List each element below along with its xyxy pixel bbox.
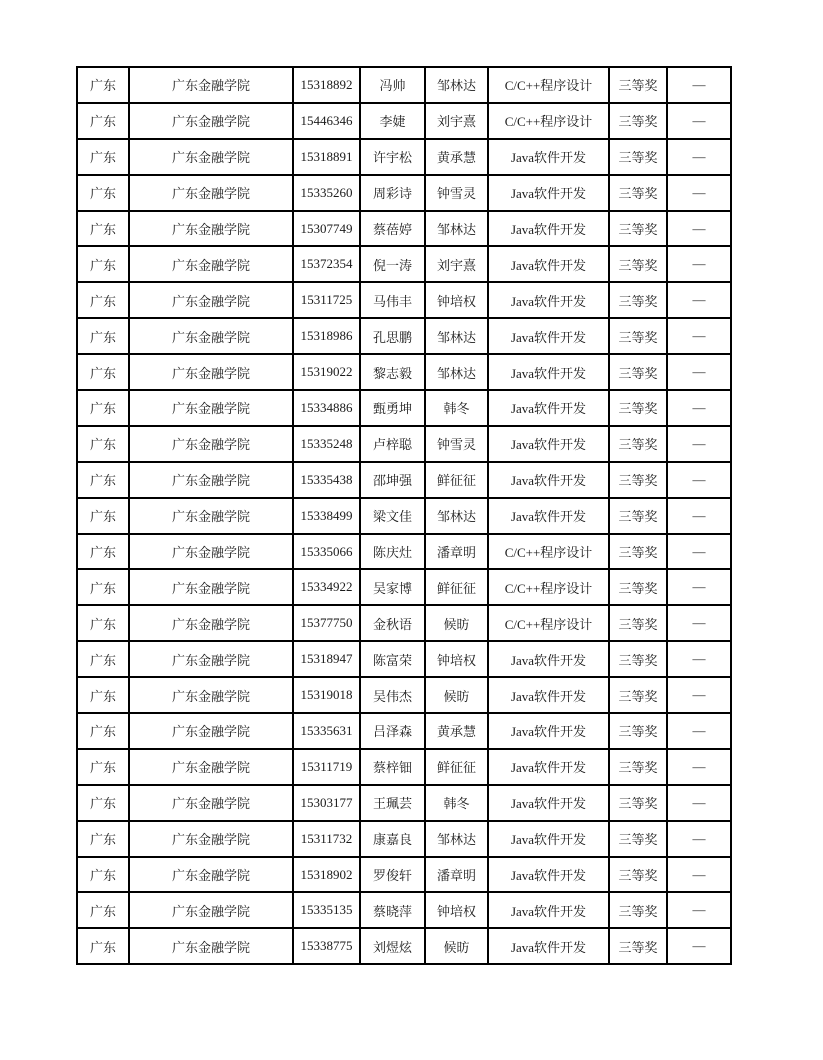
cell-award: 三等奖 bbox=[609, 175, 667, 211]
cell-school: 广东金融学院 bbox=[129, 318, 293, 354]
cell-award: 三等奖 bbox=[609, 246, 667, 282]
cell-student_id: 15318892 bbox=[293, 67, 360, 103]
cell-event: Java软件开发 bbox=[488, 641, 609, 677]
cell-school: 广东金融学院 bbox=[129, 641, 293, 677]
cell-province: 广东 bbox=[77, 641, 129, 677]
cell-award: 三等奖 bbox=[609, 282, 667, 318]
cell-note: — bbox=[667, 928, 731, 964]
cell-award: 三等奖 bbox=[609, 785, 667, 821]
cell-advisor: 钟培权 bbox=[425, 282, 488, 318]
table-row bbox=[77, 67, 731, 103]
cell-province: 广东 bbox=[77, 713, 129, 749]
cell-note: — bbox=[667, 67, 731, 103]
cell-student_name: 陈富荣 bbox=[360, 641, 425, 677]
cell-event: Java软件开发 bbox=[488, 821, 609, 857]
cell-school: 广东金融学院 bbox=[129, 928, 293, 964]
cell-student_id: 15318986 bbox=[293, 318, 360, 354]
table-row bbox=[77, 354, 731, 390]
cell-province: 广东 bbox=[77, 749, 129, 785]
cell-student_id: 15318902 bbox=[293, 857, 360, 893]
cell-school: 广东金融学院 bbox=[129, 67, 293, 103]
cell-event: Java软件开发 bbox=[488, 749, 609, 785]
cell-note: — bbox=[667, 677, 731, 713]
table-row bbox=[77, 569, 731, 605]
cell-province: 广东 bbox=[77, 282, 129, 318]
cell-school: 广东金融学院 bbox=[129, 857, 293, 893]
cell-school: 广东金融学院 bbox=[129, 139, 293, 175]
table-row bbox=[77, 211, 731, 247]
cell-school: 广东金融学院 bbox=[129, 749, 293, 785]
cell-advisor: 邹林达 bbox=[425, 821, 488, 857]
table-row bbox=[77, 713, 731, 749]
cell-advisor: 邹林达 bbox=[425, 318, 488, 354]
cell-advisor: 候昉 bbox=[425, 677, 488, 713]
cell-province: 广东 bbox=[77, 785, 129, 821]
cell-award: 三等奖 bbox=[609, 713, 667, 749]
cell-note: — bbox=[667, 462, 731, 498]
cell-school: 广东金融学院 bbox=[129, 103, 293, 139]
cell-advisor: 刘宇熹 bbox=[425, 246, 488, 282]
cell-student_name: 周彩诗 bbox=[360, 175, 425, 211]
cell-province: 广东 bbox=[77, 892, 129, 928]
cell-advisor: 潘章明 bbox=[425, 534, 488, 570]
cell-note: — bbox=[667, 713, 731, 749]
cell-student_name: 甄勇坤 bbox=[360, 390, 425, 426]
cell-award: 三等奖 bbox=[609, 462, 667, 498]
cell-student_name: 吴家博 bbox=[360, 569, 425, 605]
cell-event: C/C++程序设计 bbox=[488, 67, 609, 103]
cell-note: — bbox=[667, 426, 731, 462]
table-row bbox=[77, 139, 731, 175]
cell-event: Java软件开发 bbox=[488, 282, 609, 318]
cell-note: — bbox=[667, 569, 731, 605]
cell-award: 三等奖 bbox=[609, 641, 667, 677]
cell-province: 广东 bbox=[77, 175, 129, 211]
cell-province: 广东 bbox=[77, 677, 129, 713]
cell-province: 广东 bbox=[77, 103, 129, 139]
cell-award: 三等奖 bbox=[609, 426, 667, 462]
cell-event: Java软件开发 bbox=[488, 246, 609, 282]
table-row bbox=[77, 246, 731, 282]
cell-student_name: 金秋语 bbox=[360, 605, 425, 641]
table-row bbox=[77, 677, 731, 713]
cell-school: 广东金融学院 bbox=[129, 892, 293, 928]
cell-province: 广东 bbox=[77, 821, 129, 857]
cell-award: 三等奖 bbox=[609, 498, 667, 534]
cell-student_name: 邵坤强 bbox=[360, 462, 425, 498]
cell-school: 广东金融学院 bbox=[129, 785, 293, 821]
cell-note: — bbox=[667, 211, 731, 247]
cell-award: 三等奖 bbox=[609, 749, 667, 785]
cell-award: 三等奖 bbox=[609, 390, 667, 426]
cell-school: 广东金融学院 bbox=[129, 246, 293, 282]
cell-event: Java软件开发 bbox=[488, 390, 609, 426]
cell-school: 广东金融学院 bbox=[129, 390, 293, 426]
cell-award: 三等奖 bbox=[609, 534, 667, 570]
table-row bbox=[77, 498, 731, 534]
cell-note: — bbox=[667, 857, 731, 893]
cell-student_id: 15311725 bbox=[293, 282, 360, 318]
cell-student_id: 15318891 bbox=[293, 139, 360, 175]
cell-advisor: 钟雪灵 bbox=[425, 175, 488, 211]
cell-student_id: 15338499 bbox=[293, 498, 360, 534]
cell-advisor: 韩冬 bbox=[425, 390, 488, 426]
table-row bbox=[77, 534, 731, 570]
cell-school: 广东金融学院 bbox=[129, 534, 293, 570]
table-row bbox=[77, 857, 731, 893]
cell-event: Java软件开发 bbox=[488, 785, 609, 821]
cell-province: 广东 bbox=[77, 211, 129, 247]
cell-school: 广东金融学院 bbox=[129, 282, 293, 318]
cell-student_id: 15335135 bbox=[293, 892, 360, 928]
cell-student_id: 15311732 bbox=[293, 821, 360, 857]
cell-event: Java软件开发 bbox=[488, 857, 609, 893]
cell-note: — bbox=[667, 641, 731, 677]
cell-advisor: 候昉 bbox=[425, 928, 488, 964]
cell-student_id: 15335066 bbox=[293, 534, 360, 570]
cell-note: — bbox=[667, 103, 731, 139]
cell-event: Java软件开发 bbox=[488, 677, 609, 713]
cell-student_id: 15377750 bbox=[293, 605, 360, 641]
cell-student_name: 倪一涛 bbox=[360, 246, 425, 282]
cell-province: 广东 bbox=[77, 534, 129, 570]
cell-event: Java软件开发 bbox=[488, 892, 609, 928]
cell-event: C/C++程序设计 bbox=[488, 534, 609, 570]
cell-advisor: 黄承慧 bbox=[425, 139, 488, 175]
cell-province: 广东 bbox=[77, 498, 129, 534]
cell-school: 广东金融学院 bbox=[129, 211, 293, 247]
cell-award: 三等奖 bbox=[609, 857, 667, 893]
cell-student_id: 15335631 bbox=[293, 713, 360, 749]
cell-event: Java软件开发 bbox=[488, 928, 609, 964]
cell-award: 三等奖 bbox=[609, 821, 667, 857]
cell-note: — bbox=[667, 749, 731, 785]
cell-school: 广东金融学院 bbox=[129, 354, 293, 390]
cell-award: 三等奖 bbox=[609, 211, 667, 247]
cell-province: 广东 bbox=[77, 928, 129, 964]
cell-school: 广东金融学院 bbox=[129, 175, 293, 211]
cell-student_name: 刘煜炫 bbox=[360, 928, 425, 964]
cell-student_name: 梁文佳 bbox=[360, 498, 425, 534]
table-row bbox=[77, 892, 731, 928]
cell-student_name: 蔡梓钿 bbox=[360, 749, 425, 785]
cell-student_id: 15335248 bbox=[293, 426, 360, 462]
cell-award: 三等奖 bbox=[609, 928, 667, 964]
cell-event: Java软件开发 bbox=[488, 211, 609, 247]
cell-province: 广东 bbox=[77, 67, 129, 103]
cell-province: 广东 bbox=[77, 605, 129, 641]
cell-advisor: 钟培权 bbox=[425, 892, 488, 928]
cell-student_id: 15372354 bbox=[293, 246, 360, 282]
cell-advisor: 潘章明 bbox=[425, 857, 488, 893]
cell-student_id: 15311719 bbox=[293, 749, 360, 785]
cell-award: 三等奖 bbox=[609, 67, 667, 103]
cell-student_id: 15319018 bbox=[293, 677, 360, 713]
cell-school: 广东金融学院 bbox=[129, 677, 293, 713]
cell-school: 广东金融学院 bbox=[129, 605, 293, 641]
cell-student_id: 15318947 bbox=[293, 641, 360, 677]
cell-school: 广东金融学院 bbox=[129, 713, 293, 749]
cell-event: Java软件开发 bbox=[488, 462, 609, 498]
cell-student_name: 康嘉良 bbox=[360, 821, 425, 857]
cell-student_name: 蔡蓓婷 bbox=[360, 211, 425, 247]
cell-province: 广东 bbox=[77, 139, 129, 175]
cell-province: 广东 bbox=[77, 390, 129, 426]
cell-event: Java软件开发 bbox=[488, 175, 609, 211]
cell-event: C/C++程序设计 bbox=[488, 569, 609, 605]
table-row bbox=[77, 641, 731, 677]
cell-event: Java软件开发 bbox=[488, 713, 609, 749]
cell-award: 三等奖 bbox=[609, 892, 667, 928]
cell-award: 三等奖 bbox=[609, 605, 667, 641]
cell-advisor: 韩冬 bbox=[425, 785, 488, 821]
table-row bbox=[77, 928, 731, 964]
cell-advisor: 鲜征征 bbox=[425, 749, 488, 785]
cell-student_id: 15307749 bbox=[293, 211, 360, 247]
cell-advisor: 候昉 bbox=[425, 605, 488, 641]
table-row bbox=[77, 390, 731, 426]
cell-province: 广东 bbox=[77, 354, 129, 390]
cell-province: 广东 bbox=[77, 246, 129, 282]
cell-student_name: 蔡晓萍 bbox=[360, 892, 425, 928]
cell-award: 三等奖 bbox=[609, 103, 667, 139]
cell-event: Java软件开发 bbox=[488, 426, 609, 462]
table-row bbox=[77, 282, 731, 318]
cell-advisor: 邹林达 bbox=[425, 498, 488, 534]
cell-advisor: 刘宇熹 bbox=[425, 103, 488, 139]
cell-advisor: 鲜征征 bbox=[425, 462, 488, 498]
cell-province: 广东 bbox=[77, 462, 129, 498]
cell-student_id: 15334922 bbox=[293, 569, 360, 605]
cell-award: 三等奖 bbox=[609, 569, 667, 605]
cell-student_id: 15334886 bbox=[293, 390, 360, 426]
cell-advisor: 钟培权 bbox=[425, 641, 488, 677]
cell-school: 广东金融学院 bbox=[129, 821, 293, 857]
cell-note: — bbox=[667, 892, 731, 928]
cell-event: C/C++程序设计 bbox=[488, 103, 609, 139]
cell-event: Java软件开发 bbox=[488, 318, 609, 354]
table-row bbox=[77, 426, 731, 462]
cell-note: — bbox=[667, 139, 731, 175]
cell-note: — bbox=[667, 354, 731, 390]
cell-note: — bbox=[667, 390, 731, 426]
cell-note: — bbox=[667, 175, 731, 211]
cell-student_id: 15319022 bbox=[293, 354, 360, 390]
cell-advisor: 黄承慧 bbox=[425, 713, 488, 749]
table-row bbox=[77, 462, 731, 498]
cell-advisor: 钟雪灵 bbox=[425, 426, 488, 462]
cell-student_id: 15335260 bbox=[293, 175, 360, 211]
cell-province: 广东 bbox=[77, 857, 129, 893]
cell-student_name: 李婕 bbox=[360, 103, 425, 139]
cell-student_id: 15335438 bbox=[293, 462, 360, 498]
cell-event: C/C++程序设计 bbox=[488, 605, 609, 641]
cell-event: Java软件开发 bbox=[488, 139, 609, 175]
table-row bbox=[77, 749, 731, 785]
table-row bbox=[77, 605, 731, 641]
cell-award: 三等奖 bbox=[609, 318, 667, 354]
cell-advisor: 鲜征征 bbox=[425, 569, 488, 605]
cell-note: — bbox=[667, 534, 731, 570]
cell-note: — bbox=[667, 246, 731, 282]
cell-advisor: 邹林达 bbox=[425, 67, 488, 103]
awards-table bbox=[76, 66, 732, 965]
cell-event: Java软件开发 bbox=[488, 498, 609, 534]
cell-advisor: 邹林达 bbox=[425, 211, 488, 247]
cell-province: 广东 bbox=[77, 426, 129, 462]
cell-student_name: 陈庆灶 bbox=[360, 534, 425, 570]
cell-advisor: 邹林达 bbox=[425, 354, 488, 390]
cell-student_id: 15303177 bbox=[293, 785, 360, 821]
table-row bbox=[77, 821, 731, 857]
cell-school: 广东金融学院 bbox=[129, 426, 293, 462]
cell-province: 广东 bbox=[77, 318, 129, 354]
cell-student_id: 15446346 bbox=[293, 103, 360, 139]
cell-student_name: 许宇松 bbox=[360, 139, 425, 175]
table-row bbox=[77, 785, 731, 821]
cell-student_name: 马伟丰 bbox=[360, 282, 425, 318]
cell-student_name: 孔思鹏 bbox=[360, 318, 425, 354]
table-row bbox=[77, 103, 731, 139]
cell-note: — bbox=[667, 498, 731, 534]
cell-note: — bbox=[667, 282, 731, 318]
cell-student_name: 吴伟杰 bbox=[360, 677, 425, 713]
cell-award: 三等奖 bbox=[609, 354, 667, 390]
awards-table-body bbox=[77, 67, 731, 964]
cell-award: 三等奖 bbox=[609, 677, 667, 713]
cell-student_name: 吕泽森 bbox=[360, 713, 425, 749]
cell-school: 广东金融学院 bbox=[129, 498, 293, 534]
cell-note: — bbox=[667, 821, 731, 857]
table-row bbox=[77, 318, 731, 354]
cell-student_name: 冯帅 bbox=[360, 67, 425, 103]
cell-note: — bbox=[667, 785, 731, 821]
cell-note: — bbox=[667, 318, 731, 354]
cell-school: 广东金融学院 bbox=[129, 462, 293, 498]
cell-student_name: 黎志毅 bbox=[360, 354, 425, 390]
cell-award: 三等奖 bbox=[609, 139, 667, 175]
cell-event: Java软件开发 bbox=[488, 354, 609, 390]
cell-note: — bbox=[667, 605, 731, 641]
cell-student_id: 15338775 bbox=[293, 928, 360, 964]
table-row bbox=[77, 175, 731, 211]
cell-student_name: 王珮芸 bbox=[360, 785, 425, 821]
cell-school: 广东金融学院 bbox=[129, 569, 293, 605]
cell-student_name: 罗俊轩 bbox=[360, 857, 425, 893]
cell-province: 广东 bbox=[77, 569, 129, 605]
cell-student_name: 卢梓聪 bbox=[360, 426, 425, 462]
